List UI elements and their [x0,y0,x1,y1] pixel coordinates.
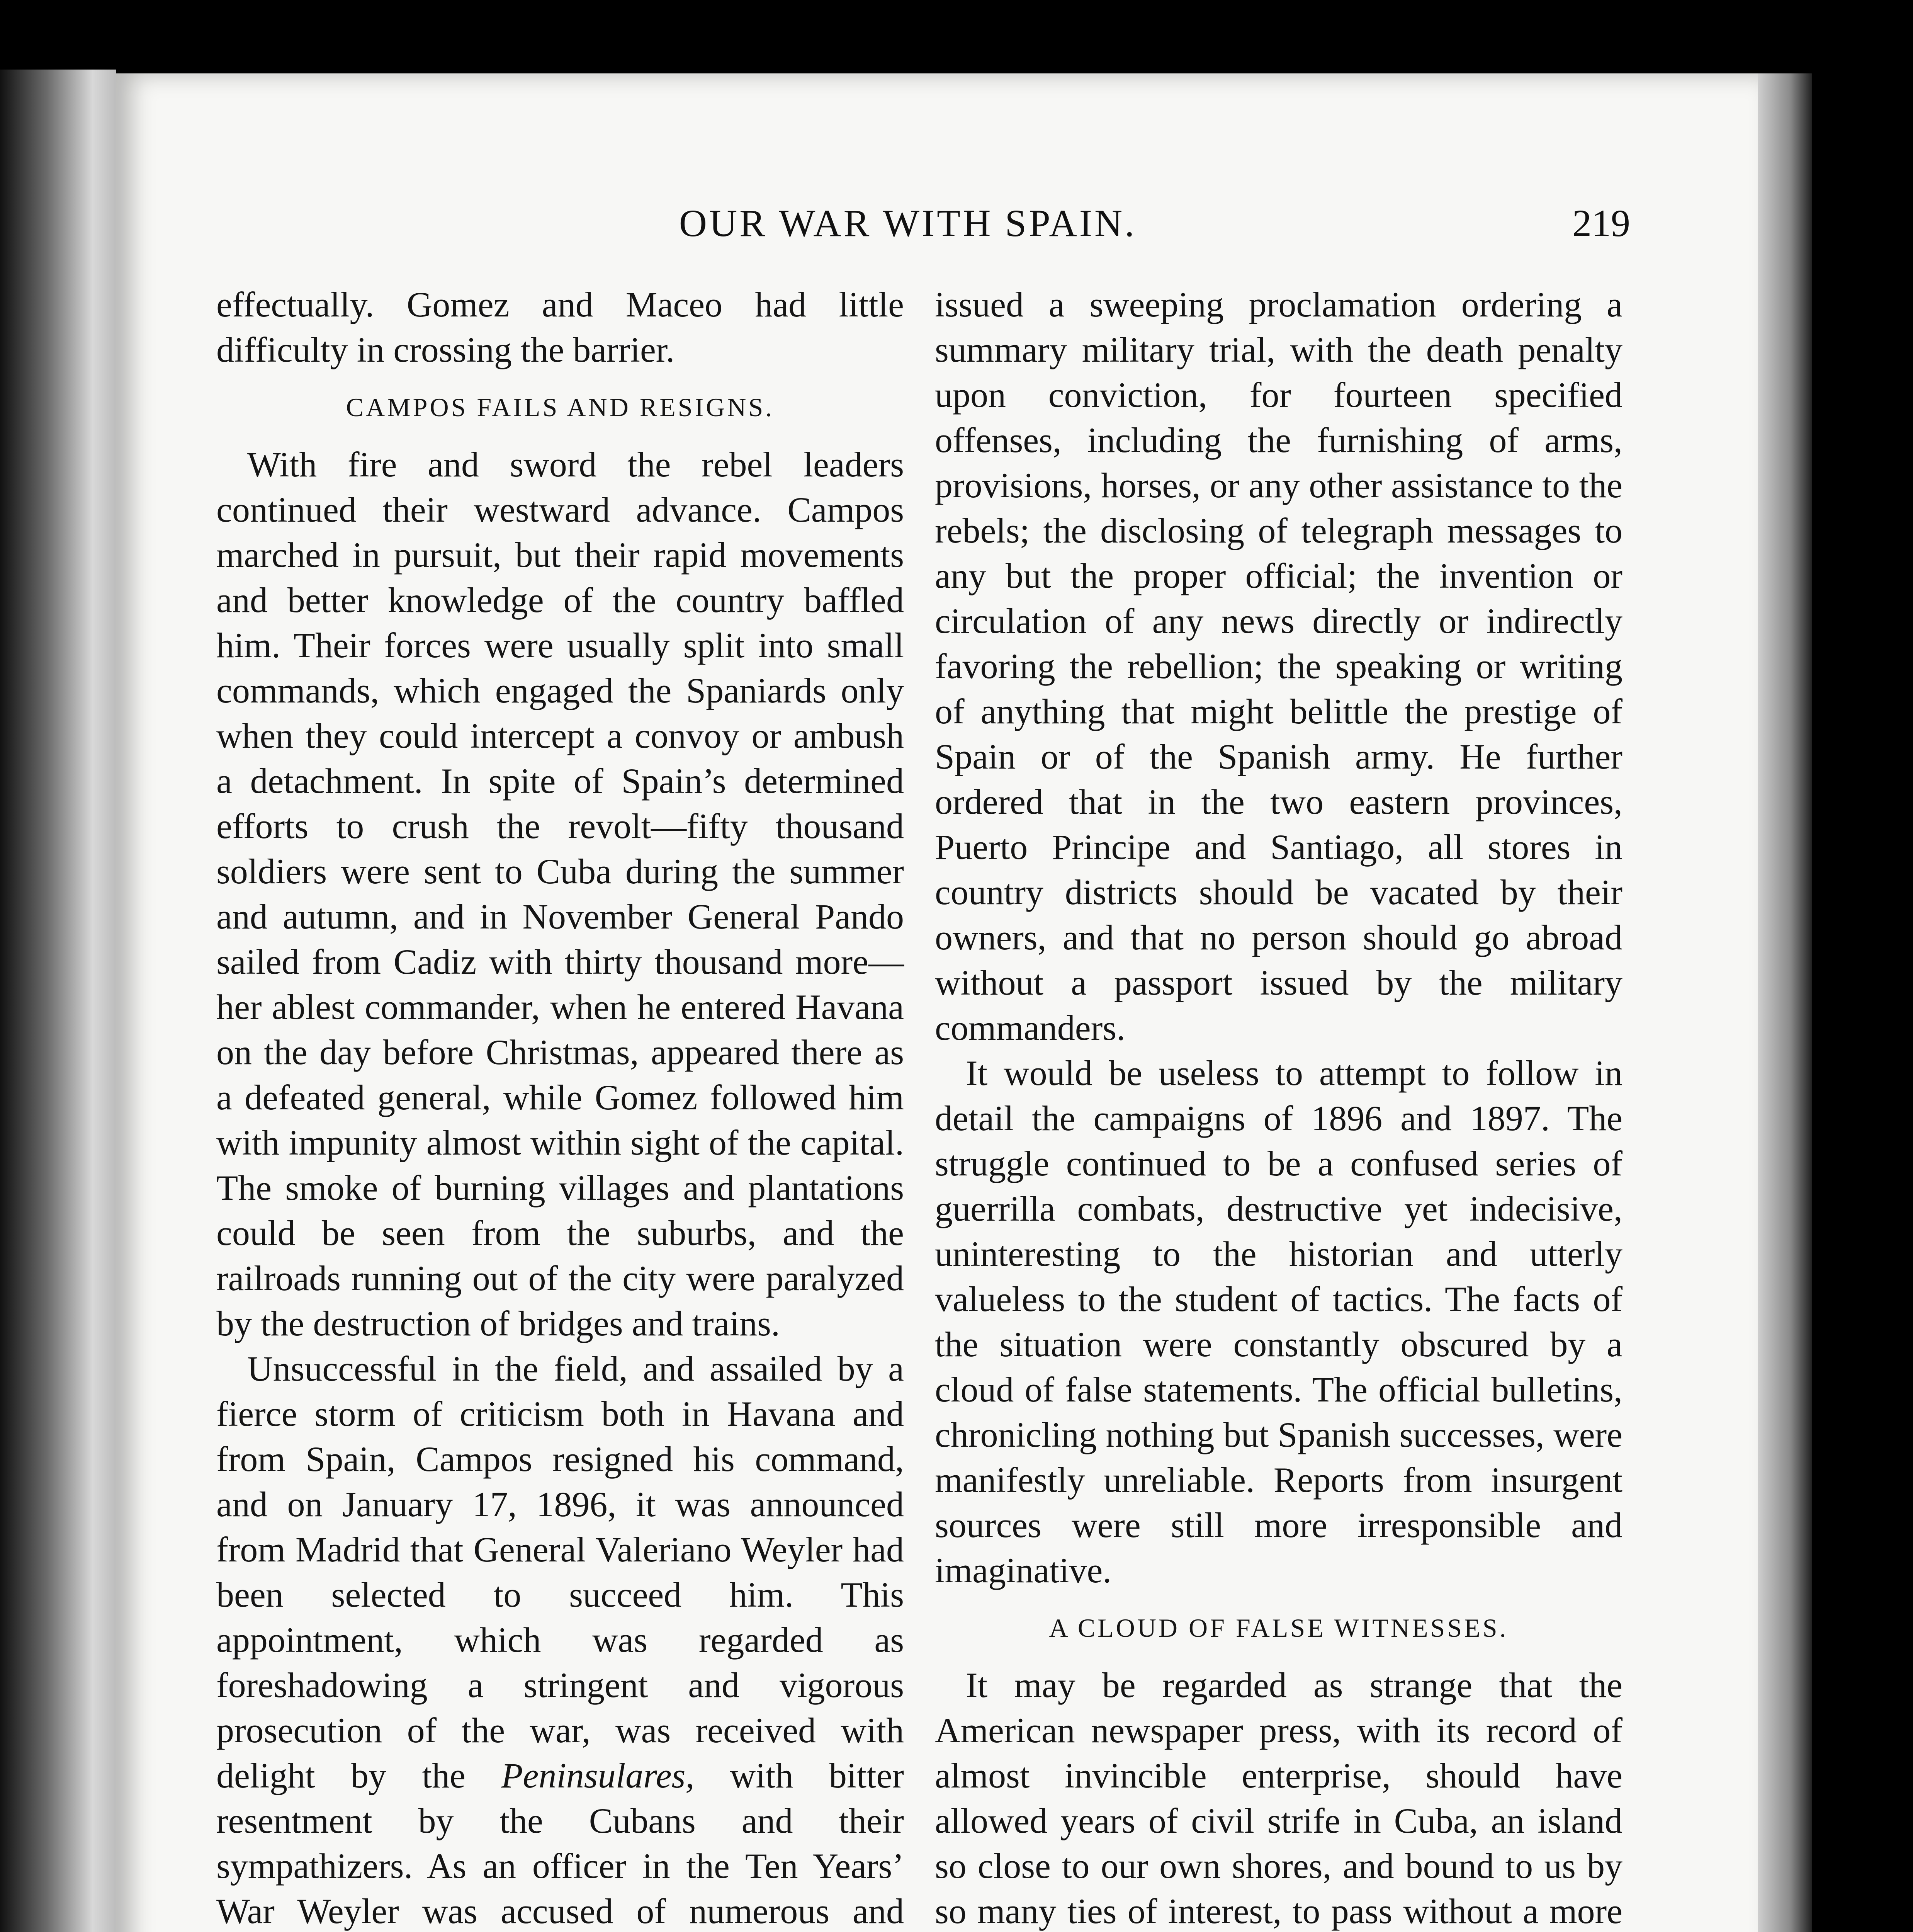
section-heading: CAMPOS FAILS AND RESIGNS. [346,393,775,422]
paragraph: issued a sweeping proclamation ordering a summary military trial, with the death penalty upon conviction, for fourteen specified offenses, including the furnishing of arms, provisions, horses, or any other assistance to the rebels; the disclosing of telegraph messages to any but the proper official; the invention or circulation of any news directly or indirectly favoring the rebellion; the speaking or writing of anything that might belittle the prestige of Spain or of the Spanish army. He further ordered that in the two eastern provinces, Puerto Principe and Santiago, all stores in country districts should be vacated by their owners, and that no person should go abroad without a passport issued by the military commanders. [935,285,1622,1048]
section-heading: A CLOUD OF FALSE WITNESSES. [1049,1613,1509,1643]
left-column [216,282,904,1932]
paragraph [216,1346,904,1932]
page-number: 219 [1572,202,1630,245]
italic-term: Peninsulares, [501,1756,695,1795]
page-edge-shadow [1758,73,1812,1932]
paragraph: It would be useless to attempt to follow in detail the campaigns of 1896 and 1897. The struggle continued to be a confused series of guerrilla combats, destructive yet indecisive, uninteresting to the historian and utterly valueless to the student of tactics. The facts of the situation were constantly obscured by a cloud of false statements. The official bulletins, chronicling nothing but Spanish successes, were manifestly unreliable. Reports from insurgent sources were still more irresponsible and imaginative. [935,1053,1622,1590]
facing-page-edge [0,70,116,1932]
right-column [935,282,1622,1932]
paragraph-text: Unsuccessful in the field, and assailed by a fierce storm of criticism both in Havana and from Spain, Campos resigned his command, and on January 17, 1896, it was announced from Madrid that General Valeriano Weyler had been selected to succeed him. This appointment, which was regarded as foreshadowing a stringent and vigorous prosecution of the war, was received with delight by the [216,1349,904,1795]
paragraph: It may be regarded as strange that the American newspaper press, with its record of almost invincible enterprise, should have allowed years of civil strife in Cuba, an island so close to our own shores, and bound to us by so many ties of interest, to pass without a more [935,1665,1622,1931]
paragraph: With fire and sword the rebel leaders continued their westward advance. Campos marched in pursuit, but their rapid movements and better knowledge of the country baffled him. Their forces were usually split into small commands, which engaged the Spaniards only when they could intercept a convoy or ambush a detachment. In spite of Spain’s determined efforts to crush the revolt—fifty thousand soldiers were sent to Cuba during the summer and autumn, and in November General Pando sailed from Cadiz with thirty thousand more—her ablest commander, when he entered Havana on the day before Christmas, appeared there as a defeated general, while Gomez followed him with impunity almost within sight of the capital. The smoke of burning villages and plantations could be seen from the suburbs, and the railroads running out of the city were paralyzed by the destruction of bridges and trains. [216,445,904,1343]
paragraph: effectually. Gomez and Maceo had little difficulty in crossing the barrier. [216,285,904,369]
paragraph-text: with bitter resentment by the Cubans and their sympathizers. As an officer in the Ten Years’ War Weyler was accused of numerous and [216,1756,904,1931]
running-head: OUR WAR WITH SPAIN. [679,202,1137,245]
